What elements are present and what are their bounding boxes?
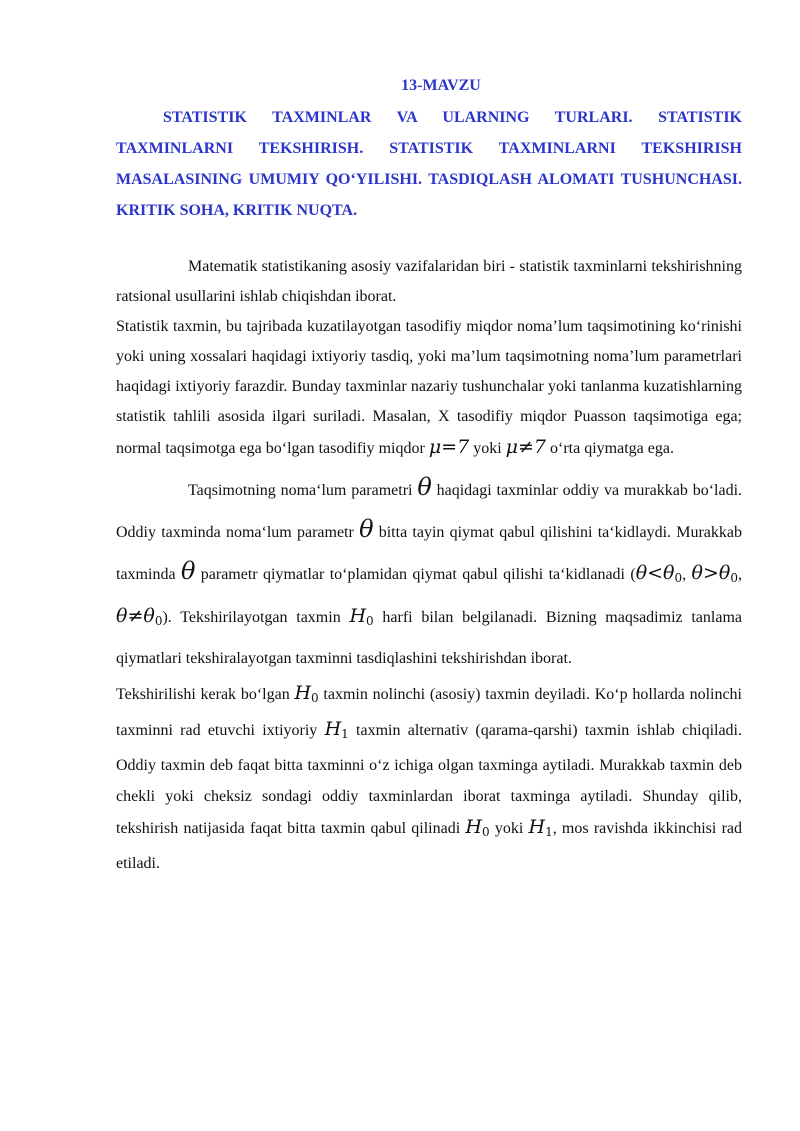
formula-body: θ≠θ xyxy=(116,605,155,627)
formula-h0 xyxy=(294,682,318,704)
text-run: haqidagi taxminlar oddiy va murakkab bo‘ladi. Oddiy taxminda noma‘lum parametr xyxy=(116,482,743,541)
paragraph-null-hypothesis xyxy=(116,678,742,879)
formula-body: H xyxy=(349,605,367,627)
subscript: 0 xyxy=(154,614,163,628)
text-run: bitta tayin qiymat qabul qilishini ta‘kidlaydi. Murakkab taxminda xyxy=(116,524,743,583)
text-run: Tekshirilishi kerak bo‘lgan xyxy=(116,686,295,703)
text-run: taxmin nolinchi (asosiy) taxmin deyiladi. Ko‘p hollarda nolinchi taxminni rad etuvchi ixtiyoriy xyxy=(116,686,743,739)
text-run: yoki xyxy=(469,440,506,457)
formula-h1 xyxy=(528,816,552,838)
text-run: taxmin alternativ (qarama-qarshi) taxmin ishlab chiqiladi. Oddiy taxmin deb faqat bitta taxminni o‘z ichiga olgan taxminga aytiladi. Murakkab taxmin deb chekli yoki cheksiz sondagi oddiy taxminlardan iborat taxminga aytiladi. Shunday qilib, tekshirish natijasida faqat bitta taxmin qabul qilinadi xyxy=(116,722,743,837)
text-run: , mos ravishda ikkinchisi rad etiladi. xyxy=(116,820,743,872)
subscript: 0 xyxy=(481,825,490,839)
formula-body: H xyxy=(324,718,342,740)
subscript: 0 xyxy=(730,571,738,585)
formula-h0 xyxy=(349,605,373,627)
subscript: 0 xyxy=(366,614,374,628)
paragraph-hypothesis-types xyxy=(116,468,742,678)
paragraph-intro: Matematik statistikaning asosiy vazifalaridan biri - statistik taxminlarni tekshirishning ratsional usullarini ishlab chiqishdan iborat. xyxy=(116,258,742,305)
theta-symbol: θ xyxy=(359,515,374,543)
document-page xyxy=(116,70,742,879)
subscript: 1 xyxy=(545,825,553,839)
paragraph-definition xyxy=(116,312,742,464)
subscript: 1 xyxy=(341,727,349,741)
subscript: 0 xyxy=(674,571,683,585)
separator: , xyxy=(738,566,742,583)
formula-theta-less xyxy=(636,562,682,584)
formula-h0 xyxy=(465,816,489,838)
text-run: yoki xyxy=(489,820,529,837)
subscript: 0 xyxy=(311,691,319,705)
formula-h1 xyxy=(325,718,349,740)
formula-mu-neq-7: μ≠7 xyxy=(505,436,546,458)
formula-body: θ<θ xyxy=(635,562,675,584)
formula-body: H xyxy=(528,816,546,838)
formula-mu-eq-7: μ=7 xyxy=(428,436,470,458)
formula-body: H xyxy=(465,816,482,838)
separator: , xyxy=(682,566,692,583)
text-run: o‘rta qiymatga ega. xyxy=(546,440,674,457)
formula-body: H xyxy=(294,682,312,704)
text-run: Taqsimotning noma‘lum parametri xyxy=(188,482,418,499)
formula-body: θ>θ xyxy=(691,562,731,584)
text-run: ). Tekshirilayotgan taxmin xyxy=(162,609,350,626)
topic-number: 13-MAVZU xyxy=(401,77,481,94)
text-run: Statistik taxmin, bu tajribada kuzatilayotgan tasodifiy miqdor noma’lum taqsimotining ko‘rinishi yoki uning xossalari haqidagi ixtiyoriy tasdiq, yoki ma’lum taqsimotning noma’lum parametrlari haqidagi ixtiyoriy farazdir. Bunday taxminlar nazariy tushunchalar yoki tanlanma kuzatishlarning statistik tahlili asosida ilgari suriladi. Masalan, X tasodifiy miqdor Puasson taqsimotiga ega; normal taqsimotga ega bo‘lgan tasodifiy miqdor xyxy=(116,318,742,457)
text-run: harfi bilan belgilanadi. Bizning maqsadimiz tanlama qiymatlari tekshiralayotgan taxminni tasdiqlashini tekshirishdan iborat. xyxy=(116,609,742,667)
theta-symbol: θ xyxy=(180,557,196,585)
formula-theta-greater xyxy=(692,562,738,584)
theta-symbol: θ xyxy=(417,473,432,501)
text-run: parametr qiymatlar to‘plamidan qiymat qabul qilishi ta‘kidlanadi ( xyxy=(195,566,636,583)
formula-theta-not-equal xyxy=(116,605,162,627)
section-title: STATISTIK TAXMINLAR VA ULARNING TURLARI. STATISTIK TAXMINLARNI TEKSHIRISH. STATISTIK TAXMINLARNI TEKSHIRISH MASALASINING UMUMIY QO‘YILISHI. TASDIQLASH ALOMATI TUSHUNCHASI. KRITIK SOHA, KRITIK NUQTA. xyxy=(116,109,742,219)
